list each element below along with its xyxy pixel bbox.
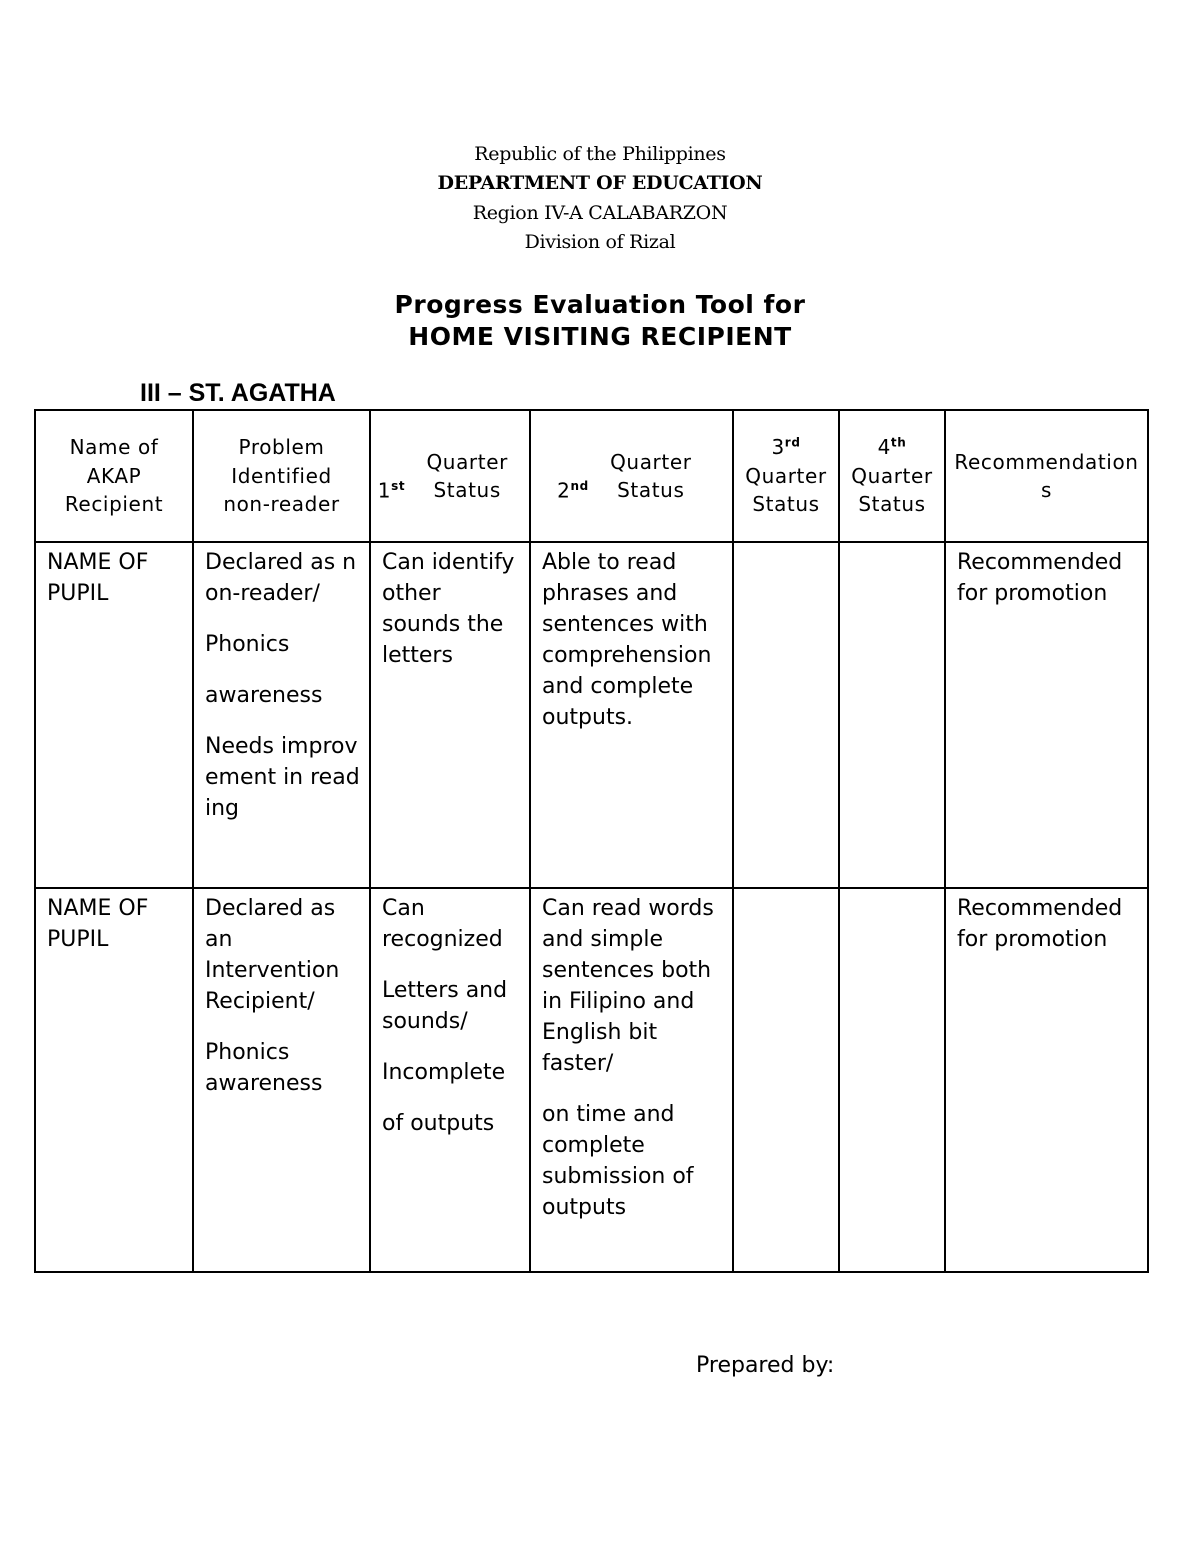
cell-recommendation: Recommended for promotion [945,888,1148,1272]
header-department: DEPARTMENT OF EDUCATION [437,172,763,194]
header-region: Region IV-A CALABARZON [472,202,728,224]
cell-problem: Declared as non-reader/ Phonics awareness Needs improvement in reading [193,542,370,888]
cell-problem: Declared as an Intervention Recipient/ Phonics awareness [193,888,370,1272]
header-name: Name of AKAP Recipient [35,410,193,542]
cell-q3 [733,888,839,1272]
header-q2: 2nd Quarter Status [530,410,733,542]
cell-recommendation: Recommended for promotion [945,542,1148,888]
header-division: Division of Rizal [524,231,676,253]
cell-q1: Can identify other sounds the letters [370,542,530,888]
document-title-line2: HOME VISITING RECIPIENT [408,322,792,351]
header-recommendations: Recommendations [945,410,1148,542]
section-label: III – ST. AGATHA [140,379,336,407]
document-title-line1: Progress Evaluation Tool for [394,290,806,319]
cell-name: NAME OF PUPIL [35,888,193,1272]
cell-q4 [839,542,945,888]
header-q1: 1st Quarter Status [370,410,530,542]
cell-q3 [733,542,839,888]
header-q4: 4th Quarter Status [839,410,945,542]
table-row [35,888,1148,1272]
header-problem: Problem Identified non-reader [193,410,370,542]
cell-q4 [839,888,945,1272]
cell-q1: Can recognized Letters and sounds/ Incomplete of outputs [370,888,530,1272]
cell-q2: Able to read phrases and sentences with comprehension and complete outputs. [530,542,733,888]
evaluation-table [34,409,1149,1273]
table-row [35,542,1148,888]
prepared-by-label: Prepared by: [696,1353,835,1378]
cell-name: NAME OF PUPIL [35,542,193,888]
header-q3: 3rd Quarter Status [733,410,839,542]
header-republic: Republic of the Philippines [474,143,726,165]
cell-q2: Can read words and simple sentences both in Filipino and English bit faster/ on time and complete submission of outputs [530,888,733,1272]
table-header-row [35,410,1148,542]
